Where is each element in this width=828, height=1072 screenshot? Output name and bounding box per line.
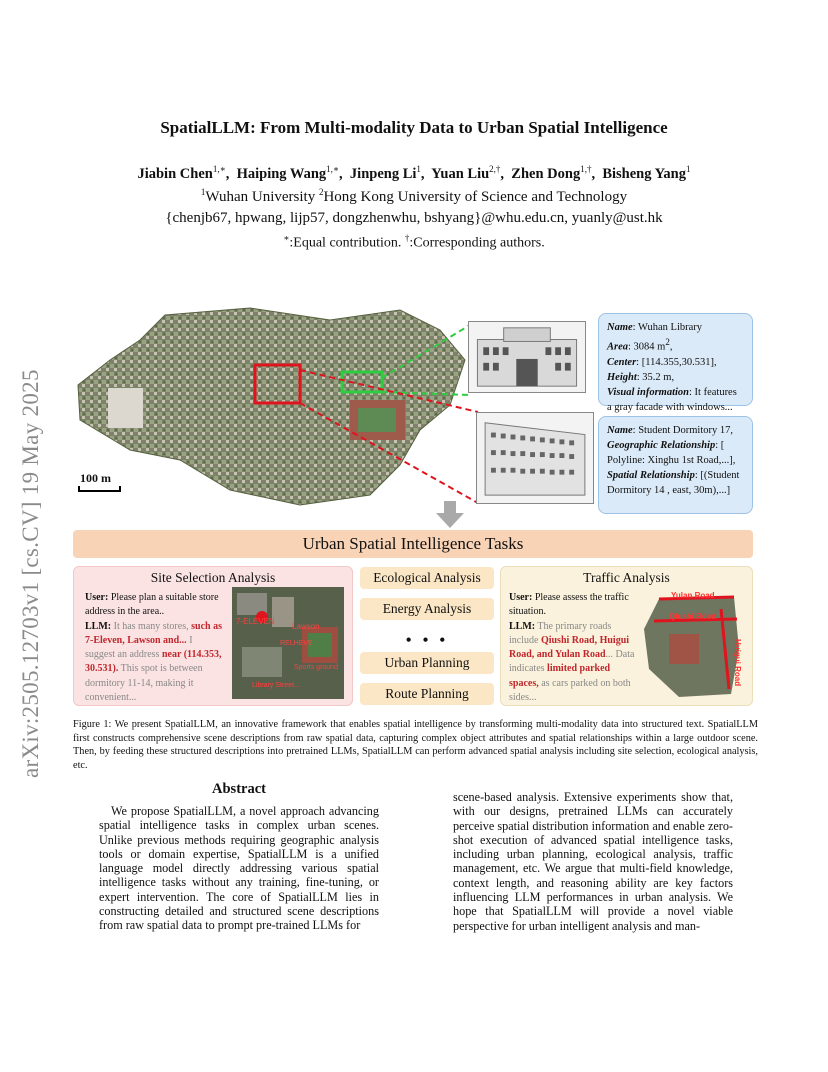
building [108, 388, 143, 428]
panel-title: Site Selection Analysis [150, 570, 276, 585]
map-label: Huigui Road [733, 639, 742, 687]
author-notes: ∗:Equal contribution. †:Corresponding authors. [283, 233, 545, 251]
tasks-banner: Urban Spatial Intelligence Tasks [73, 530, 753, 558]
site-map-image [232, 587, 344, 699]
author: Jiabin Chen$^{1,∗}$ [137, 164, 226, 182]
task-energy-analysis: Energy Analysis [360, 598, 494, 620]
chat-transcript: User: Please assess the traffic situation. LLM: The primary roads include Qiushi Road, Huigui Road, and Yulan Road... Data indicates limited parked spaces, as cars parked on both sides... [509, 592, 635, 704]
author: Jinpeng Li$^1$ [349, 164, 421, 182]
map-label: Lawson [292, 622, 320, 631]
task-ellipsis: • • • [405, 630, 449, 650]
author: Bisheng Yang$^1$ [602, 164, 691, 182]
author-list: Jiabin Chen$^{1,∗}$, Haiping Wang$^{1,∗}$, Jinpeng Li$^1$, Yuan Liu$^{2,\dagger}$, Zhen Dong$^{1,\dagger}$, Bisheng Yang$^1$ [137, 164, 691, 182]
author: Haiping Wang$^{1,∗}$ [236, 164, 340, 182]
author: Yuan Liu$^{2,\dagger}$ [431, 164, 501, 182]
scale-bar [78, 486, 121, 492]
author-emails: {chenjb67, hpwang, lijp57, dongzhenwhu, bshyang}@whu.edu.cn, yuanly@ust.hk [165, 210, 663, 226]
abstract-heading: Abstract [212, 781, 266, 797]
map-label: RELHEVE [280, 640, 313, 647]
map-label: Library Street... [252, 682, 300, 689]
map-label: 7-ELEVEN [236, 617, 275, 626]
abstract-text-right: scene-based analysis. Extensive experiments show that, with our designs, pretrained LLMs can accurately perceive spatial distribution information and enable zero-shot execution of advanced spatial intelligence tasks, including urban planning, ecological analysis, traffic management, etc. We argue that multi-field knowledge, context length, and reasoning ability are key factors influencing LLM performances in urban analysis. We hope that SpatialLLM will provide a novel viable perspective for urban intelligent analysis and man- [453, 790, 733, 933]
down-arrow-icon [436, 501, 464, 529]
task-ecological-analysis: Ecological Analysis [360, 567, 494, 589]
dormitory-photo [476, 412, 594, 504]
map-label: Qiushi Road [669, 612, 717, 621]
paper-title: SpatialLLM: From Multi-modality Data to Urban Spatial Intelligence [160, 118, 668, 137]
scale-label: 100 m [80, 471, 111, 485]
author: Zhen Dong$^{1,\dagger}$ [511, 164, 592, 182]
map-label: Sports ground [294, 664, 338, 671]
library-info-card: Name: Wuhan Library Area: 3084 $m^2$, Center: [114.355,30.531], Height: 35.2 m, Visual information: It features a gray facade with windows... [598, 313, 753, 406]
traffic-map-image [639, 589, 747, 701]
chat-transcript: User: Please plan a suitable store address in the area.. LLM: It has many stores, such as 7-Eleven, Lawson and... I suggest an address near (114.353, 30.531). This spot is between dormitory 11-14, making it convenient... [85, 592, 222, 704]
dormitory-info-card: Name: Student Dormitory 17, Geographic Relationship: [ Polyline: Xinghu 1st Road,...], Spatial Relationship: [(Student Dormitory 14 , east, 30m),...] [598, 416, 753, 514]
panel-title: Traffic Analysis [583, 570, 670, 585]
map-label: Yulan Road [671, 591, 715, 600]
task-urban-planning: Urban Planning [360, 652, 494, 674]
library-photo [468, 321, 586, 393]
affiliations: $^1$Wuhan University $^2$Hong Kong University of Science and Technology [200, 187, 628, 205]
figure-caption: Figure 1: We present SpatialLLM, an innovative framework that enables spatial intelligence by transforming multi-modality data into structured text. SpatialLLM first constructs comprehensive scene descriptions from raw spatial data, capturing complex object attributes and spatial relationships within a large outdoor scene. Then, by feeding these structured descriptions into pretrained LLMs, SpatialLLM can perform advanced spatial analysis including site selection, ecological analysis, etc. [73, 719, 758, 771]
task-route-planning: Route Planning [360, 683, 494, 705]
arxiv-stamp: arXiv:2505.12703v1 [cs.CV] 19 May 2025 [18, 369, 43, 778]
abstract-text-left: We propose SpatialLLM, a novel approach advancing spatial intelligence tasks in complex urban scenes. Unlike previous methods requiring geographic analysis tools or domain expertise, SpatialLLM is a unified language model directly addressing various spatial intelligence tasks without any training, fine-tuning, or expert intervention. The core of SpatialLLM lies in constructing detailed and structured scene descriptions from raw spatial data to prompt pre-trained LLMs for [99, 804, 379, 933]
sports-field-grass [358, 408, 396, 432]
